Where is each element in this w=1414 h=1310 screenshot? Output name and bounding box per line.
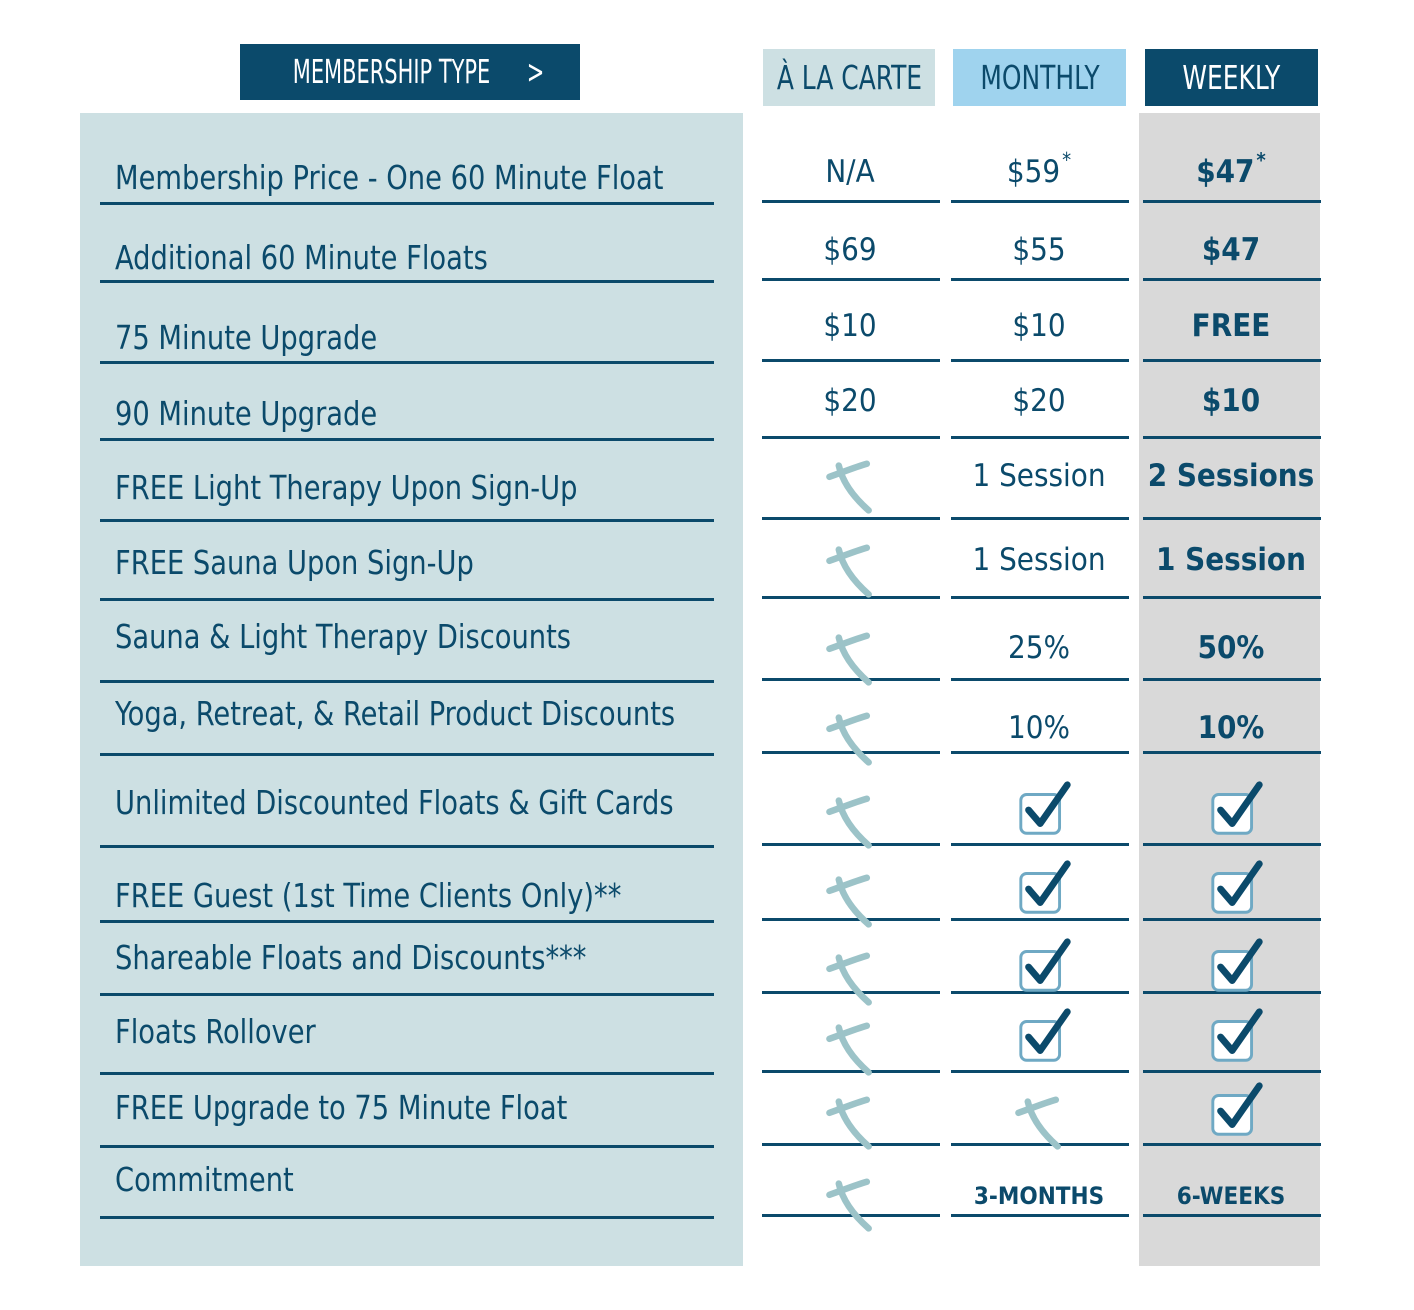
cell-divider bbox=[762, 359, 940, 362]
cell-value: $20 bbox=[823, 383, 877, 419]
cell-divider bbox=[951, 200, 1129, 203]
x-icon bbox=[822, 1178, 878, 1234]
feature-label: Yoga, Retreat, & Retail Product Discounts bbox=[115, 694, 676, 733]
cell-value: 10% bbox=[1197, 710, 1265, 746]
row-divider bbox=[100, 202, 714, 205]
cell-divider bbox=[951, 843, 1129, 846]
column-header-alacarte: À LA CARTE bbox=[763, 49, 935, 106]
cell-divider bbox=[1143, 1070, 1321, 1073]
row-divider bbox=[100, 361, 714, 364]
cell-weekly bbox=[1141, 308, 1321, 344]
cell-value: 3-MONTHS bbox=[973, 1182, 1105, 1210]
membership-type-header bbox=[240, 44, 580, 100]
row-divider bbox=[100, 598, 714, 601]
cell-divider bbox=[951, 436, 1129, 439]
x-icon bbox=[822, 544, 878, 600]
row-divider bbox=[100, 1145, 714, 1148]
feature-label: FREE Upgrade to 75 Minute Float bbox=[115, 1088, 568, 1127]
feature-label: 90 Minute Upgrade bbox=[115, 394, 378, 433]
cell-divider bbox=[951, 278, 1129, 281]
cell-divider bbox=[951, 1070, 1129, 1073]
cell-weekly bbox=[1141, 148, 1321, 190]
row-divider bbox=[100, 680, 714, 683]
x-icon bbox=[822, 712, 878, 768]
x-icon bbox=[822, 874, 878, 930]
x-icon bbox=[822, 632, 878, 688]
cell-divider bbox=[1143, 751, 1321, 754]
cell-weekly bbox=[1141, 232, 1321, 268]
row-divider bbox=[100, 438, 714, 441]
x-icon bbox=[822, 952, 878, 1008]
cell-divider bbox=[762, 517, 940, 520]
cell-value: $47 bbox=[1196, 154, 1255, 190]
x-icon bbox=[1011, 1096, 1067, 1152]
cell-value: $47 bbox=[1201, 232, 1261, 268]
cell-monthly bbox=[949, 630, 1129, 666]
check-icon bbox=[1015, 936, 1077, 998]
row-divider bbox=[100, 920, 714, 923]
cell-monthly bbox=[949, 710, 1129, 746]
cell-divider bbox=[951, 1214, 1129, 1217]
cell-divider bbox=[1143, 359, 1321, 362]
cell-value: 1 Session bbox=[972, 542, 1106, 578]
cell-weekly bbox=[1141, 458, 1321, 494]
cell-divider bbox=[762, 200, 940, 203]
membership-type-label: MEMBERSHIP TYPE > bbox=[292, 52, 545, 91]
cell-monthly bbox=[949, 308, 1129, 344]
feature-label: FREE Light Therapy Upon Sign-Up bbox=[115, 468, 578, 507]
cell-monthly bbox=[949, 148, 1129, 190]
row-divider bbox=[100, 845, 714, 848]
cell-value: 2 Sessions bbox=[1147, 458, 1315, 494]
cell-value: 50% bbox=[1197, 630, 1265, 666]
row-divider bbox=[100, 280, 714, 283]
check-icon bbox=[1207, 1080, 1269, 1142]
feature-label: Membership Price - One 60 Minute Float bbox=[115, 158, 664, 197]
column-header-monthly: MONTHLY bbox=[953, 49, 1126, 106]
cell-alacarte bbox=[760, 232, 940, 268]
cell-value: N/A bbox=[825, 154, 875, 190]
cell-divider bbox=[1143, 1143, 1321, 1146]
row-divider bbox=[100, 753, 714, 756]
cell-monthly bbox=[949, 542, 1129, 578]
check-icon bbox=[1207, 1006, 1269, 1068]
cell-divider bbox=[1143, 278, 1321, 281]
cell-value: $10 bbox=[1201, 383, 1261, 419]
cell-divider bbox=[1143, 1214, 1321, 1217]
cell-divider bbox=[951, 596, 1129, 599]
row-divider bbox=[100, 993, 714, 996]
cell-divider bbox=[762, 436, 940, 439]
column-header-weekly: WEEKLY bbox=[1145, 49, 1318, 106]
cell-monthly bbox=[949, 232, 1129, 268]
cell-divider bbox=[1143, 436, 1321, 439]
cell-value: 10% bbox=[1008, 710, 1070, 746]
cell-value: FREE bbox=[1191, 308, 1271, 344]
cell-weekly bbox=[1141, 710, 1321, 746]
cell-value: $20 bbox=[1012, 383, 1066, 419]
check-icon bbox=[1207, 936, 1269, 998]
chevron-right-icon: > bbox=[526, 52, 545, 91]
cell-value: 6-WEEKS bbox=[1176, 1182, 1286, 1210]
x-icon bbox=[822, 1096, 878, 1152]
feature-label: Shareable Floats and Discounts*** bbox=[115, 938, 587, 977]
check-icon bbox=[1207, 858, 1269, 920]
feature-label: FREE Guest (1st Time Clients Only)** bbox=[115, 876, 622, 915]
cell-divider bbox=[951, 517, 1129, 520]
cell-monthly bbox=[949, 458, 1129, 494]
feature-label: FREE Sauna Upon Sign-Up bbox=[115, 543, 474, 582]
check-icon bbox=[1015, 779, 1077, 841]
cell-weekly bbox=[1141, 1182, 1321, 1210]
cell-monthly bbox=[949, 383, 1129, 419]
row-divider bbox=[100, 1072, 714, 1075]
cell-divider bbox=[1143, 596, 1321, 599]
cell-divider bbox=[1143, 517, 1321, 520]
feature-label: Commitment bbox=[115, 1160, 294, 1199]
row-divider bbox=[100, 519, 714, 522]
cell-alacarte bbox=[760, 308, 940, 344]
cell-value: $55 bbox=[1012, 232, 1066, 268]
cell-divider bbox=[1143, 843, 1321, 846]
cell-value: 1 Session bbox=[972, 458, 1106, 494]
cell-value: $69 bbox=[823, 232, 877, 268]
cell-weekly bbox=[1141, 383, 1321, 419]
feature-label: Sauna & Light Therapy Discounts bbox=[115, 617, 572, 656]
row-divider bbox=[100, 1216, 714, 1219]
cell-divider bbox=[951, 751, 1129, 754]
footnote-marker: * bbox=[1256, 148, 1266, 172]
check-icon bbox=[1015, 1006, 1077, 1068]
x-icon bbox=[822, 1022, 878, 1078]
cell-divider bbox=[762, 278, 940, 281]
cell-divider bbox=[951, 359, 1129, 362]
cell-alacarte bbox=[760, 154, 940, 190]
feature-label: Additional 60 Minute Floats bbox=[115, 238, 488, 277]
x-icon bbox=[822, 460, 878, 516]
cell-weekly bbox=[1141, 630, 1321, 666]
feature-label: Floats Rollover bbox=[115, 1012, 316, 1051]
feature-label: Unlimited Discounted Floats & Gift Cards bbox=[115, 783, 674, 822]
cell-weekly bbox=[1141, 542, 1321, 578]
cell-divider bbox=[1143, 678, 1321, 681]
check-icon bbox=[1207, 779, 1269, 841]
cell-value: $10 bbox=[1012, 308, 1066, 344]
feature-label: 75 Minute Upgrade bbox=[115, 318, 378, 357]
footnote-marker: * bbox=[1062, 148, 1072, 172]
cell-monthly bbox=[949, 1182, 1129, 1210]
cell-divider bbox=[951, 678, 1129, 681]
check-icon bbox=[1015, 858, 1077, 920]
cell-value: $10 bbox=[823, 308, 877, 344]
cell-divider bbox=[1143, 200, 1321, 203]
cell-value: 1 Session bbox=[1156, 542, 1306, 578]
cell-value: $59 bbox=[1006, 154, 1061, 190]
cell-value: 25% bbox=[1008, 630, 1070, 666]
cell-alacarte bbox=[760, 383, 940, 419]
x-icon bbox=[822, 795, 878, 851]
